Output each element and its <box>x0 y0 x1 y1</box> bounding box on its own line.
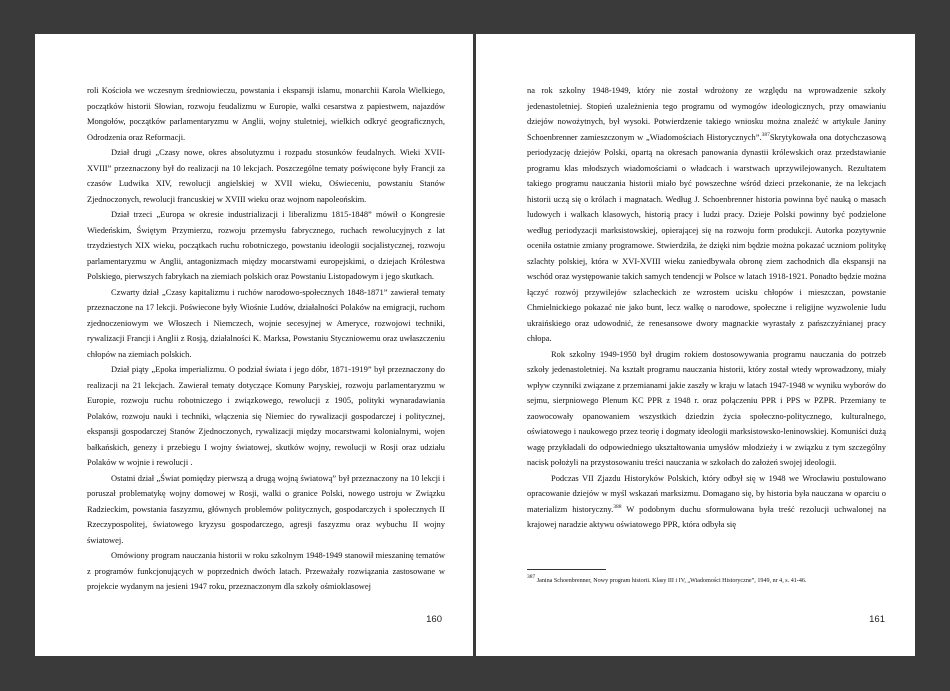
paragraph-text: Dział trzeci „Europa w okresie industrializacji i liberalizmu 1815-1848” mówił o Kongresie Wiedeńskim, Świętym Przymierzu, rozwoju przemysłu fabrycznego, ruchach rewolucyjnych z lat trzydziestych XIX wieku, początkach ruchu robotniczego, powstaniu ideologii socjalistycznej, rozwoju parlamentaryzmu w Anglii, antagonizmach między mocarstwami europejskimi, o dziejach Królestwa Polskiego, pierwszych fabrykach na ziemiach polskich oraz Powstaniu Listopadowym i jego skutkach. <box>87 209 445 281</box>
paragraph-text: Ostatni dział „Świat pomiędzy pierwszą a drugą wojną światową” był przeznaczony na 10 lekcji i poruszał problematykę wojny domowej w Rosji, walki o granice Polski, nowego ustroju w Związku Radzieckim, powstania faszyzmu, głównych problemów politycznych, gospodarczych i społecznych II Rzeczypospolitej, światowego kryzysu gospodarczego, agresji faszyzmu oraz wybuchu II wojny światowej. <box>87 472 445 545</box>
paragraph <box>87 145 445 207</box>
left-page <box>35 34 473 656</box>
paragraph-text: na rok szkolny 1948-1949, który nie został wdrożony ze względu na wprowadzenie szkoły jedenastoletniej. Stopień uzależnienia tego programu od wymogów ideologicznych, przy omawianiu dziejów nowożytnych, był wysoki. Potwierdzenie takiego wniosku można znaleźć w artykule Janiny Schoenbrenner zamieszczonym w „Wiadomościach Historycznych”. <box>527 85 886 142</box>
right-page-body <box>527 83 886 533</box>
paragraph <box>87 285 445 363</box>
footnote-separator <box>527 569 606 570</box>
footnote-reference[interactable]: 387 <box>761 131 770 138</box>
paragraph-text-continued: W podobnym duchu sformułowana była treść rezolucji uchwalonej na krajowej naradzie aktywu oświatowego PPR, która odbyła się <box>527 503 887 529</box>
paragraph <box>87 471 445 549</box>
paragraph <box>87 548 445 595</box>
paragraph-text-continued: Skrytykowała ona dotychczasową periodyzację dziejów Polski, opartą na okresach panowania dynastii królewskich oraz przedstawianie programu klas młodszych wiadomościami o władcach i warstwach uprzywilejowanych. Rezultatem takiego programu nauczania historii miało być powszechne wśród dzieci przekonanie, że na lekcjach historii uczą się o królach i magnatach. Według J. Schoenbrenner historia powinna być nauką o masach ludowych i walkach klasowych, historią pracy i ludzi pracy. Dzieje Polski powinny być podzielone według periodyzacji marksistowskiej, opierającej się na rozwoju form produkcji. Autorka pozytywnie oceniła ostatnie zmiany programowe. Stwierdziła, że dzięki nim będzie można pokazać uczniom politykę szlachty polskiej, która w XVI-XVIII wieku zaniedbywała obronę ziem zachodnich dla ekspansji na wschód oraz występowanie takich samych tendencji w Polsce w latach 1918-1921. Ponadto będzie można łączyć rozwój przywilejów szlacheckich ze wzrostem ucisku chłopów i mieszczan, powstanie Chmielnickiego pokazać nie jako bunt, lecz walkę o narodowe, społeczne i religijne wyzwolenie ludu ukraińskiego oraz udowodnić, że renesansowe dwory magnackie wyrastały z pańszczyźnianej pracy chłopa. <box>527 131 886 343</box>
footnote-number: 387 <box>527 574 536 580</box>
left-page-body <box>87 83 445 595</box>
paragraph <box>527 83 886 347</box>
paragraph <box>527 471 886 533</box>
paragraph-text: roli Kościoła we wczesnym średniowieczu, powstania i ekspansji islamu, monarchii Karola Wielkiego, początków historii Słowian, rozwoju feudalizmu w Europie, walki cesarstwa z papiestwem, najazdów Mongołów, początków parlamentaryzmu w Anglii, wojny stuletniej, wielkich odkryć geograficznych, Odrodzenia oraz Reformacji. <box>87 85 445 142</box>
footnote-reference[interactable]: 388 <box>613 503 622 510</box>
paragraph <box>527 347 886 471</box>
paragraph-text: Podczas VII Zjazdu Historyków Polskich, który odbył się w 1948 we Wrocławiu postulowano opracowanie dziejów w myśl wskazań marksizmu. Domagano się, by historia była nauczana w oparciu o materializm historyczny. <box>527 472 886 514</box>
paragraph <box>87 207 445 285</box>
paragraph-text: Czwarty dział „Czasy kapitalizmu i ruchów narodowo-społecznych 1848-1871” zawierał tematy przeznaczone na 17 lekcji. Poświecone były Wiośnie Ludów, działalności Polaków na emigracji, ruchom zjednoczeniowym we Włoszech i Niemczech, wojnie secesyjnej w Ameryce, rozwojowi techniki, rywalizacji Francji i Anglii z Rosją, działalności K. Marksa, Powstaniu Styczniowemu oraz uwłaszczeniu chłopów na ziemiach polskich. <box>87 286 445 359</box>
footnote <box>527 574 886 586</box>
paragraph <box>87 83 445 145</box>
paragraph <box>87 362 445 471</box>
page-number: 161 <box>869 614 885 625</box>
paragraph-text: Dział drugi „Czasy nowe, okres absolutyzmu i rozpadu stosunków feudalnych. Wieki XVII-XVIII” przeznaczony był do realizacji na 10 lekcjach. Poszczególne tematy poświęcone były Francji za czasów Ludwika XIV, rewolucji angielskiej w XVII wieku, Oświeceniu, powstaniu Stanów Zjednoczonych, rewolucji francuskiej w XVIII wieku oraz wojnom napoleońskim. <box>87 147 445 204</box>
page-number: 160 <box>426 614 442 625</box>
paragraph-text: Rok szkolny 1949-1950 był drugim rokiem dostosowywania programu nauczania do potrzeb szkoły jedenastoletniej. Na kształt programu nauczania historii, który został wtedy wprowadzony, miały wpływ czynniki związane z przemianami jakie zaszły w kraju w latach 1947-1948 w wyniku wyborów do sejmu, sierpniowego Plenum KC PPR z 1948 r. oraz połączeniu PPR i PPS w PZPR. Przemiany te zaowocowały opanowaniem wszystkich dziedzin życia społeczno-politycznego, kulturalnego, oświatowego i naukowego przez teorię i dogmaty ideologii marksistowsko-leninowskiej. Komuniści dużą wagę przykładali do odpowiedniego ukształtowania umysłów młodzieży i w związku z tym szczególny nacisk położyli na przystosowaniu treści nauczania w szkołach do założeń swojej ideologii. <box>527 348 886 467</box>
footnote-text: Janina Schoenbrenner, Nowy program historii. Klasy III i IV, „Wiadomości Historyczne”, 1949, nr 4, s. 41-46. <box>535 578 807 584</box>
paragraph-text: Omówiony program nauczania historii w roku szkolnym 1948-1949 stanowił mieszaninę tematów z programów funkcjonujących w poprzednich dwóch latach. Przeważały rozwiązania zastosowane w projekcie wydanym na jesieni 1947 roku, przeznaczonym dla szkoły ośmioklasowej <box>87 550 445 591</box>
right-page <box>476 34 915 656</box>
paragraph-text: Dział piąty „Epoka imperializmu. O podział świata i jego dóbr, 1871-1919” był przeznaczony do realizacji na 21 lekcjach. Zawierał tematy dotyczące Komuny Paryskiej, rozwoju parlamentaryzmu w Europie, rozwoju ruchu robotniczego i związkowego, rewolucji z 1905, polityki wynaradawiania Polaków, rozwoju nauki i techniki, włączenia się Niemiec do rywalizacji gospodarczej i politycznej, ekspansji gospodarczej Stanów Zjednoczonych, rywalizacji między mocarstwami kolonialnymi, wojen bałkańskich, genezy i przebiegu I wojny światowej, skutków wojny, rewolucji w Rosji oraz udziału Polaków w wojnie i rewolucji . <box>87 364 445 467</box>
